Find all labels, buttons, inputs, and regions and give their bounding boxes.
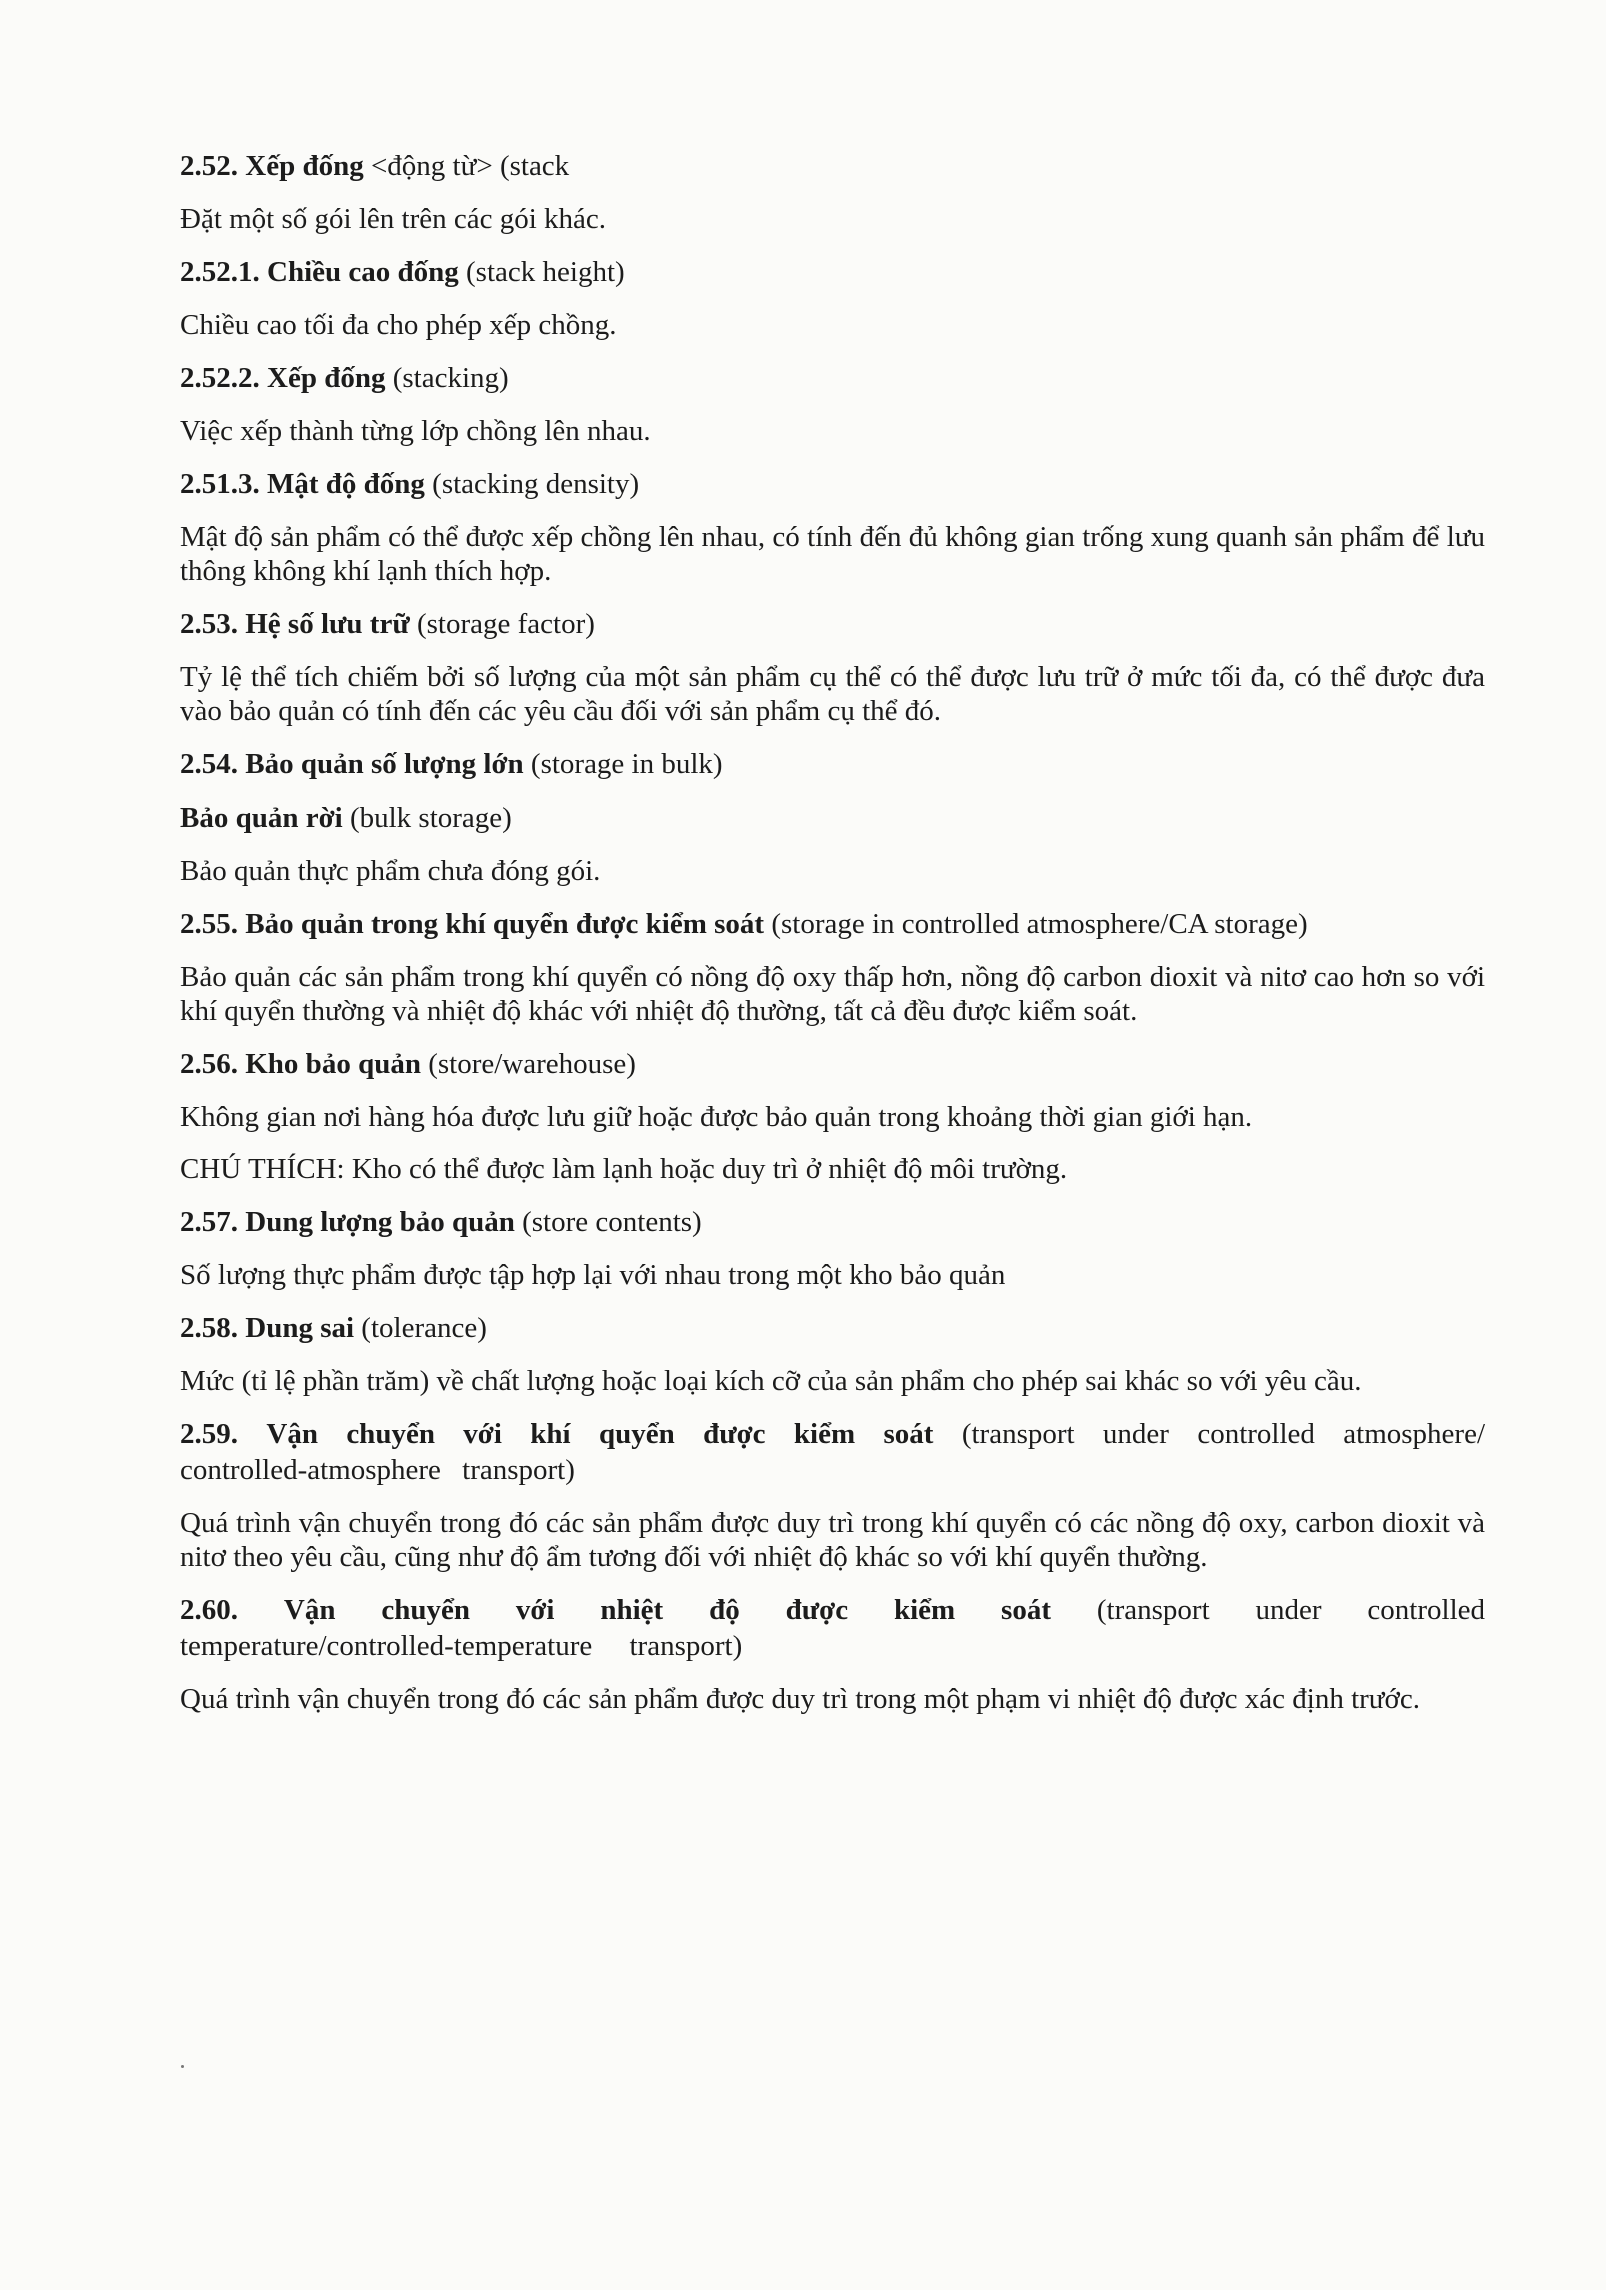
term-definition: Bảo quản thực phẩm chưa đóng gói.	[180, 855, 601, 887]
term-number: 2.55.	[180, 908, 238, 940]
term-definition: Việc xếp thành từng lớp chồng lên nhau.	[180, 415, 651, 447]
term-name: Kho bảo quản	[245, 1048, 421, 1080]
term-english: (stacking)	[385, 362, 509, 394]
entry-2-58	[180, 1310, 1485, 1398]
term-alternate-english: (bulk storage)	[342, 802, 512, 834]
entry-2-52-2	[180, 360, 1485, 448]
entry-2-52-1	[180, 254, 1485, 342]
term-heading	[180, 360, 1485, 396]
term-definition: Tỷ lệ thể tích chiếm bởi số lượng của một sản phẩm cụ thể có thể được lưu trữ ở mức tối đa, có thể được đưa vào bảo quản có tính đến các yêu cầu đối với sản phẩm cụ thể đó.	[180, 661, 1485, 727]
entry-2-52	[180, 148, 1485, 236]
entry-2-60	[180, 1592, 1485, 1716]
term-definition: Mật độ sản phẩm có thể được xếp chồng lên nhau, có tính đến đủ không gian trống xung quanh sản phẩm để lưu thông không khí lạnh thích hợp.	[180, 521, 1485, 587]
term-definition: Không gian nơi hàng hóa được lưu giữ hoặc được bảo quản trong khoảng thời gian giới hạn.	[180, 1101, 1253, 1133]
term-heading	[180, 1204, 1485, 1240]
term-name: Chiều cao đống	[267, 256, 459, 288]
term-heading	[180, 1592, 1485, 1664]
term-heading	[180, 148, 1485, 184]
term-number: 2.52.2.	[180, 362, 260, 394]
entry-2-55	[180, 906, 1485, 1028]
term-number: 2.58.	[180, 1312, 238, 1344]
term-definition: Chiều cao tối đa cho phép xếp chồng.	[180, 309, 617, 341]
term-definition: Bảo quản các sản phẩm trong khí quyển có nồng độ oxy thấp hơn, nồng độ carbon dioxit và nitơ cao hơn so với khí quyển thường và nhiệt độ khác với nhiệt độ thường, tất cả đều được kiểm soát.	[180, 961, 1485, 1027]
term-heading	[180, 466, 1485, 502]
term-alternate-name: Bảo quản rời	[180, 802, 343, 834]
term-name: Vận chuyển với nhiệt độ được kiểm soát	[283, 1594, 1051, 1626]
term-number: 2.53.	[180, 608, 238, 640]
term-name: Bảo quản số lượng lớn	[245, 748, 524, 780]
term-english: (stack height)	[458, 256, 625, 288]
term-heading	[180, 906, 1485, 942]
term-heading	[180, 606, 1485, 642]
term-name: Dung sai	[245, 1312, 355, 1344]
term-definition: Quá trình vận chuyển trong đó các sản phẩm được duy trì trong một phạm vi nhiệt độ được xác định trước.	[180, 1683, 1420, 1715]
term-number: 2.56.	[180, 1048, 238, 1080]
term-definition: Số lượng thực phẩm được tập hợp lại với nhau trong một kho bảo quản	[180, 1259, 1006, 1291]
term-english: (store/warehouse)	[420, 1048, 636, 1080]
entry-2-51-3	[180, 466, 1485, 588]
scan-speck	[181, 2065, 184, 2068]
term-name: Vận chuyển với khí quyển được kiểm soát	[266, 1418, 934, 1450]
term-english: (transport under controlled atmosphere/ controlled-atmosphere transport)	[180, 1418, 1485, 1486]
term-definition: Đặt một số gói lên trên các gói khác.	[180, 203, 607, 235]
entry-2-53	[180, 606, 1485, 728]
term-name: Xếp đống	[245, 150, 364, 182]
term-english: (stacking density)	[424, 468, 640, 500]
term-english: <động từ> (stack	[363, 150, 570, 182]
term-name: Dung lượng bảo quản	[245, 1206, 515, 1238]
term-name: Bảo quản trong khí quyển được kiểm soát	[245, 908, 765, 940]
term-english: (tolerance)	[354, 1312, 487, 1344]
term-number: 2.59.	[180, 1418, 238, 1450]
term-heading	[180, 254, 1485, 290]
term-number: 2.54.	[180, 748, 238, 780]
document-page	[180, 148, 1485, 1734]
term-number: 2.52.	[180, 150, 238, 182]
term-note: CHÚ THÍCH: Kho có thể được làm lạnh hoặc duy trì ở nhiệt độ môi trường.	[180, 1153, 1068, 1185]
term-name: Mật độ đống	[267, 468, 425, 500]
term-number: 2.51.3.	[180, 468, 260, 500]
term-english: (storage in controlled atmosphere/CA storage)	[764, 908, 1308, 940]
term-heading	[180, 1310, 1485, 1346]
term-english: (storage factor)	[409, 608, 595, 640]
term-alternate-heading	[180, 800, 1485, 836]
entry-2-57	[180, 1204, 1485, 1292]
term-heading	[180, 1416, 1485, 1488]
entry-2-54	[180, 746, 1485, 888]
term-definition: Mức (tỉ lệ phần trăm) về chất lượng hoặc loại kích cỡ của sản phẩm cho phép sai khác so với yêu cầu.	[180, 1365, 1362, 1397]
term-heading	[180, 746, 1485, 782]
term-definition: Quá trình vận chuyển trong đó các sản phẩm được duy trì trong khí quyển có các nồng độ oxy, carbon dioxit và nitơ theo yêu cầu, cũng như độ ẩm tương đối với nhiệt độ khác so với khí quyển thường.	[180, 1507, 1485, 1573]
term-english: (transport under controlled temperature/controlled-temperature transport)	[180, 1594, 1486, 1662]
term-english: (store contents)	[514, 1206, 702, 1238]
term-number: 2.52.1.	[180, 256, 260, 288]
term-name: Xếp đống	[267, 362, 386, 394]
term-number: 2.57.	[180, 1206, 238, 1238]
term-name: Hệ số lưu trữ	[245, 608, 410, 640]
entry-2-56	[180, 1046, 1485, 1186]
term-number: 2.60.	[180, 1594, 238, 1626]
term-english: (storage in bulk)	[523, 748, 723, 780]
entry-2-59	[180, 1416, 1485, 1574]
term-heading	[180, 1046, 1485, 1082]
